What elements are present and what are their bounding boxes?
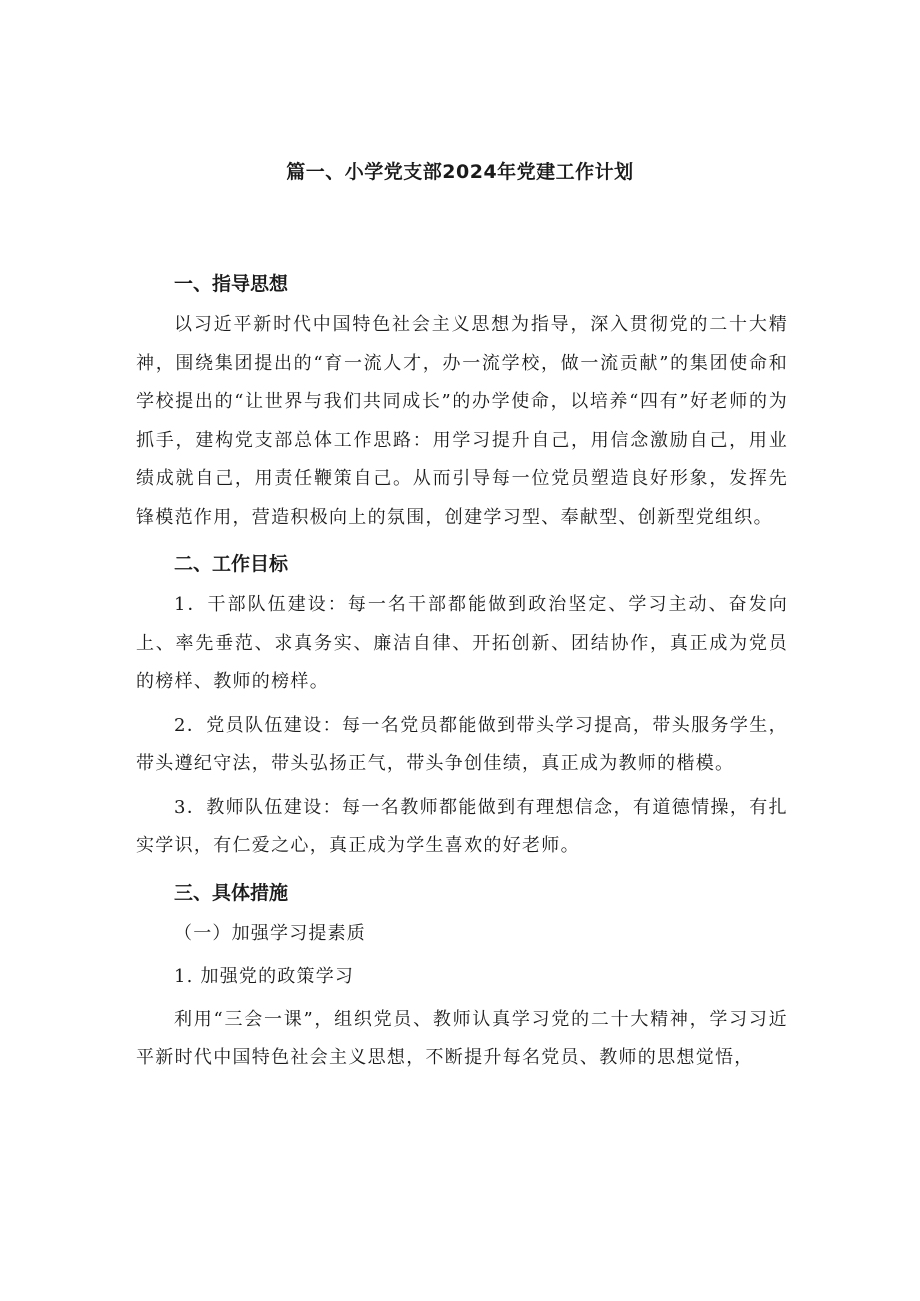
paragraph: 3．教师队伍建设：每一名教师都能做到有理想信念，有道德情操，有扎实学识，有仁爱之心，真正成为学生喜欢的好老师。	[136, 796, 788, 856]
document-title: 篇一、小学党支部2024年党建工作计划	[286, 161, 634, 183]
paragraph: 2．党员队伍建设：每一名党员都能做到带头学习提高，带头服务学生，带头遵纪守法，带头弘扬正气，带头争创佳绩，真正成为教师的楷模。	[136, 714, 788, 774]
section-heading-specific-measures: 三、具体措施	[174, 881, 289, 904]
section-heading-work-goals: 二、工作目标	[174, 553, 289, 575]
paragraph: 利用“三会一课”，组织党员、教师认真学习党的二十大精神，学习习近平新时代中国特色社会主义思想，不断提升每名党员、教师的思想觉悟，	[136, 1008, 788, 1068]
paragraph: 1．干部队伍建设：每一名干部都能做到政治坚定、学习主动、奋发向上、率先垂范、求真务实、廉洁自律、开拓创新、团结协作，真正成为党员的榜样、教师的榜样。	[136, 594, 788, 692]
section-heading-guiding-ideology: 一、指导思想	[174, 273, 289, 295]
subheading: （一）加强学习提素质	[174, 922, 366, 944]
list-item: 1. 加强党的政策学习	[174, 965, 355, 987]
paragraph: 以习近平新时代中国特色社会主义思想为指导，深入贯彻党的二十大精神，围绕集团提出的“育一流人才，办一流学校，做一流贡献”的集团使命和学校提出的“让世界与我们共同成长”的办学使命，以培养“四有”好老师的为抓手，建构党支部总体工作思路：用学习提升自己，用信念激励自己，用业绩成就自己，用责任鞭策自己。从而引导每一位党员塑造良好形象，发挥先锋模范作用，营造积极向上的氛围，创建学习型、奉献型、创新型党组织。	[136, 314, 788, 528]
document-body	[136, 262, 788, 1083]
